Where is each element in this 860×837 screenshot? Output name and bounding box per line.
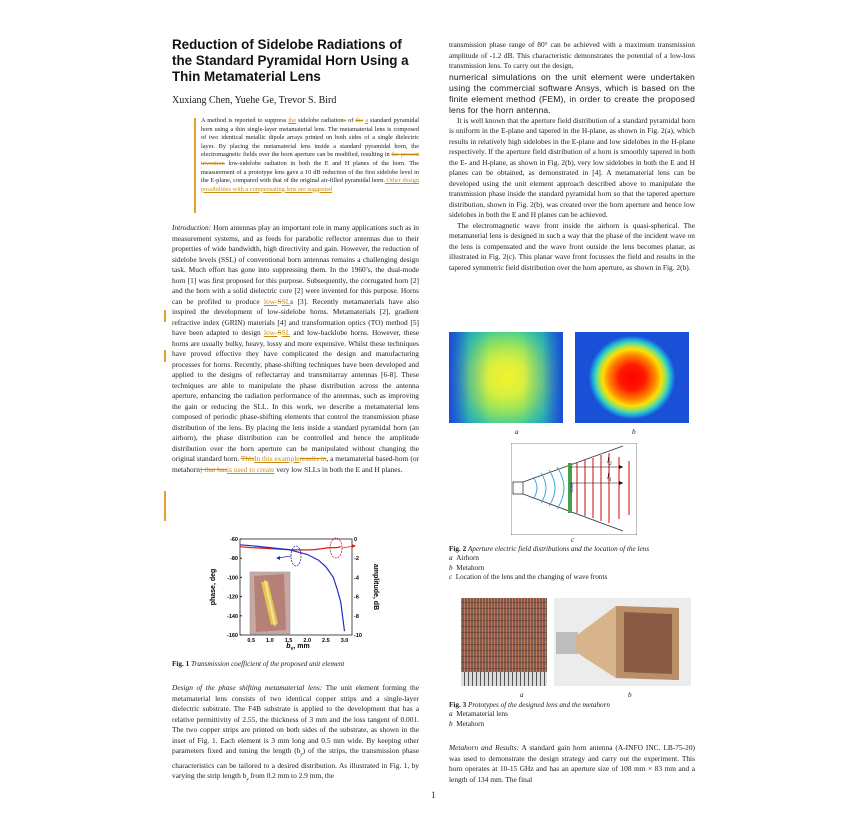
fig2-caption: Fig. 2 Aperture electric field distributions and the location of the lens a Airhorn b Metahorn c Location of the lens and the changing of wave fronts <box>449 545 695 583</box>
change-bar <box>164 491 166 521</box>
fig3-caption-item: b Metahorn <box>449 719 485 728</box>
fig1-left-tick-label: -160 <box>226 633 238 639</box>
change-bar <box>164 350 166 362</box>
svg-text:l2: $l_2$ <box>607 456 612 467</box>
fig3-caption-item: a Metamaterial lens <box>449 710 508 719</box>
fig2-caption-item: a Airhorn <box>449 554 479 563</box>
paper-title: Reduction of Sidelobe Radiations of the Standard Pyramidal Horn Using a Thin Metamaterial Lens <box>172 37 409 84</box>
fig2-label-a: a <box>515 428 519 436</box>
fig1-right-tick-label: -2 <box>354 556 359 563</box>
fig2c-horn-diagram <box>511 443 637 535</box>
fig3-caption: Fig. 3 Prototypes of the designed lens and the metahorn a Metamaterial lens b Metahorn <box>449 701 695 729</box>
unit-element-inset-image <box>250 572 290 634</box>
fig2-caption-item: c Location of the lens and the changing of wave fronts <box>449 573 608 582</box>
fig1-ylabel-left: phase, deg <box>210 568 217 606</box>
fig2a-airhorn-field-map <box>449 332 563 423</box>
fig1-x-tick-label: 3.0 <box>340 638 349 644</box>
fig2-label-c: c <box>571 536 575 544</box>
fig3b-metahorn-photo <box>554 598 691 686</box>
fig1-right-tick-label: -4 <box>354 575 359 582</box>
svg-text:l1: $l_1$ <box>607 472 612 483</box>
fig3a-lens-photo <box>461 598 547 686</box>
fig2-label-b: b <box>632 428 636 436</box>
svg-text:lens: lens <box>568 483 574 493</box>
fig1-x-tick-label: 2.0 <box>303 638 312 644</box>
fig1-left-tick-label: -80 <box>230 556 238 563</box>
fig1-left-tick-label: -100 <box>226 575 238 582</box>
fig2b-metahorn-field-map <box>575 332 689 423</box>
fig1-right-tick-label: -8 <box>354 613 359 620</box>
fig1-left-tick-label: -140 <box>226 613 238 620</box>
results-section: Metahorn and Results: A standard gain horn antenna (A-INFO INC. LB-75-20) was used to demonstrate the design strategy and carry out the experiment. This horn operates at 10-15 GHz and has an aperture size of 108 mm × 83 mm and a length of 134 mm. The final <box>449 743 695 784</box>
fig3-label-b: b <box>628 691 632 699</box>
fig1-chart <box>206 534 382 650</box>
fig1-left-tick-label: -60 <box>230 537 238 543</box>
fig1-x-tick-label: 1.0 <box>266 638 274 644</box>
fig1-left-tick-label: -120 <box>226 594 238 601</box>
authors: Xuxiang Chen, Yuehe Ge, Trevor S. Bird <box>172 95 337 106</box>
design-section: Design of the phase shifting metamaterial lens: The unit element forming the metamaterial lens consists of two identical copper strips and a single-layer dielectric substrate. The F4B substrate is applied to the development that has a relative permittivity of 2.55, the thickness of 3 mm and the loss tangent of 0.001. The two copper strips are printed on both sides of the substrate, as shown in the inset of Fig. 1. Each element is 3 mm long and 0.5 mm wide. By keeping other parameters fixed and tuning the length $(b_y)$ of the strips, the transmission phase characteristics can be tailored to a desired distribution. As illustrated in Fig. 1, by varying the strip length $b_y$ from 0.2 mm to 2.9 mm, the <box>172 683 419 783</box>
fig1-x-tick-label: 2.5 <box>322 638 330 644</box>
right-column-text: transmission phase range of 80° can be achieved with a maximum transmission amplitude of -1.2 dB. This characteristic demonstrates the potential of a low-loss transmission lens. To carry out the design, numerical simulations on the unit element were undertaken using the commercial software Ansys, which is based on the finite element method (FEM), in order to create the proposed lens for the horn antenna. It is well known that the aperture field distribution of a standard pyramidal horn is uniform in the E-plane and tapered in the H-plane, as shown in Fig. 2(a), which results in relatively high sidelobes in the E-plane and low sidelobes in the H-plane respectively. If the aperture field distribution of a horn is smoothly tapered in both the E- and H-plane, as shown in Fig. 2(b), very low sidelobes in both the E and H planes can be obtained, as demonstrated in [4]. A metamaterial lens can be developed using the unit element approach described above to manipulate the transmission phase inside the standard pyramidal horn so that the tapered aperture distribution, shown in Fig. 2(b), was created over the horn aperture and hence low sidelobes in both the E and H planes can be achieved. The electromagnetic wave front inside the airhorn is quasi-spherical. The metamaterial lens is designed in such a way that the phase of the incident wave on the lens is compensated and the wave front outside the lens becomes planar, as illustrated in Fig. 2(c). This planar wave front focusses the field and results in the tapered symmetric field distribution over the horn aperture, as shown in Fig. 2(b). <box>449 40 695 272</box>
abstract: A method is reported to suppress the sidelobe radiations of the a standard pyramidal horn using a thin single-layer metamaterial lens. The metamaterial lens is composed of two identical metallic dipole arrays printed on both sides of a single dielectric layer. By placing the metamaterial lens inside a standard pyramidal horn, the electromagnetic fields over the horn aperture can be modified, resulting in the present invention low-sidelobe radiation in both the E and H planes of the horn. The measurement of a prototype lens gave a 10 dB reduction of the first sidelobe level in the E-plane, compared with that of the original air-filled pyramidal horn. Other design possibilities with a compensating lens are suggested <box>201 117 419 193</box>
fig1-right-tick-label: 0 <box>354 537 358 543</box>
fig1-x-tick-label: 0.5 <box>247 638 256 644</box>
introduction-section: Introduction: Horn antennas play an important role in many applications such as in measurement systems, and as feeds for parabolic reflector antennas due to their properties of wide bandwidth, high directivity and gain. However, the reduction of sidelobe levels (SSL) of conventional horn antennas remains a challenging design task. Much effort has gone into suppressing them. In the 1960’s, the dual-mode horn [1] was first proposed for this purpose. Subsequently, the corrugated horn [2] and the horn with a solid dielectric core [2] were invented for this purpose. Horns can be profiled to produce low-SSLs [3]. Recently metamaterials have also inspired the development of low-sidelobe horns. Metamaterials [2], gradient refractive index (GRIN) materials [4] and transformation optics (TO) method [5] have been adapted to design low-SSL and low-backlobe horns. However, these horns are usually bulky, heavy, lossy and more expensive. Whilst these techniques have proved effective they have complicated the design and manufacturing processes for horns. Recently, phase-shifting techniques have been developed and applied to the designs of reflectarray and transmitarray antennas [6-8]. These techniques are able to manipulate the phase distribution across the antenna aperture, enhancing the radiation performance of the antennas, such as improving the gain or reducing the SLL. In this work, we describe a metamaterial lens composed of periodic phase-shifting elements that control the transmission phase distribution of the lens. By placing the lens inside a standard pyramidal horn (an airhorn), the phase distribution can be controlled and hence the amplitude distribution over the horn aperture can be manipulated without changing the original standard horn. ThisIn this exampleresults in, a metamaterial based-horn (or metahorn) that hasis used to create very low SLLs in both the E and H planes. <box>172 223 420 474</box>
fig1-xlabel: $b_y$, mm <box>286 643 310 650</box>
change-bar <box>164 310 166 322</box>
fig1-x-tick-label: 1.5 <box>284 638 293 644</box>
page-number: 1 <box>431 790 436 800</box>
fig1-caption: Fig. 1 Transmission coefficient of the proposed unit element <box>172 660 345 668</box>
fig2-caption-item: b Metahorn <box>449 563 485 572</box>
change-bar <box>194 118 196 213</box>
fig3-label-a: a <box>520 691 524 699</box>
fig1-right-tick-label: -6 <box>354 594 359 601</box>
fig1-right-tick-label: -10 <box>354 633 362 639</box>
fig1-ylabel-right: amplitude, dB <box>372 563 379 611</box>
